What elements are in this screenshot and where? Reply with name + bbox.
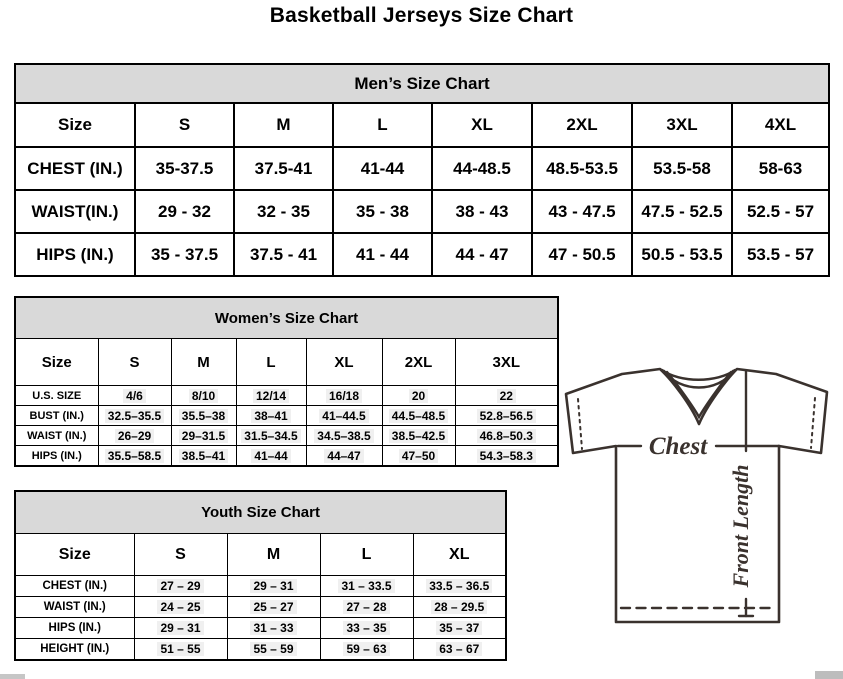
cell-value: 4/6 bbox=[98, 386, 171, 406]
horizontal-scrollbar-fragment-left[interactable] bbox=[0, 674, 25, 679]
cell-value: 50.5 - 53.5 bbox=[632, 233, 732, 276]
womens-column-header-xl: XL bbox=[306, 339, 382, 386]
cell-value: 38 - 43 bbox=[432, 190, 532, 233]
mens-column-header-size: Size bbox=[15, 103, 135, 147]
row-label: CHEST (IN.) bbox=[15, 576, 134, 597]
cell-value: 44-48.5 bbox=[432, 147, 532, 190]
cell-value: 41 - 44 bbox=[333, 233, 432, 276]
row-label: HIPS (IN.) bbox=[15, 233, 135, 276]
row-label: U.S. SIZE bbox=[15, 386, 98, 406]
cell-value: 47.5 - 52.5 bbox=[632, 190, 732, 233]
youth-column-header-s: S bbox=[134, 534, 227, 576]
womens-column-header-2xl: 2XL bbox=[382, 339, 455, 386]
cell-value: 8/10 bbox=[171, 386, 236, 406]
cell-value: 32 - 35 bbox=[234, 190, 333, 233]
cell-value: 47 - 50.5 bbox=[532, 233, 632, 276]
cell-value: 35.5–38 bbox=[171, 406, 236, 426]
cell-value: 53.5-58 bbox=[632, 147, 732, 190]
womens-row-u-s-size bbox=[15, 386, 558, 406]
womens-column-header-m: M bbox=[171, 339, 236, 386]
cell-value: 29 – 31 bbox=[227, 576, 320, 597]
cell-value: 27 – 29 bbox=[134, 576, 227, 597]
cell-value: 41–44.5 bbox=[306, 406, 382, 426]
cell-value: 35-37.5 bbox=[135, 147, 234, 190]
youth-size-table bbox=[14, 490, 507, 661]
row-label: WAIST (IN.) bbox=[15, 597, 134, 618]
mens-row-hips-in bbox=[15, 233, 829, 276]
cell-value: 58-63 bbox=[732, 147, 829, 190]
youth-column-header-xl: XL bbox=[413, 534, 506, 576]
mens-column-header-2xl: 2XL bbox=[532, 103, 632, 147]
row-label: HIPS (IN.) bbox=[15, 446, 98, 467]
jersey-outline bbox=[566, 369, 827, 622]
cell-value: 29–31.5 bbox=[171, 426, 236, 446]
mens-column-header-l: L bbox=[333, 103, 432, 147]
womens-column-header-s: S bbox=[98, 339, 171, 386]
row-label: BUST (IN.) bbox=[15, 406, 98, 426]
cell-value: 35 – 37 bbox=[413, 618, 506, 639]
cell-value: 12/14 bbox=[236, 386, 306, 406]
jersey-measurement-diagram bbox=[556, 358, 843, 679]
mens-column-header-xl: XL bbox=[432, 103, 532, 147]
cell-value: 24 – 25 bbox=[134, 597, 227, 618]
cell-value: 38.5–41 bbox=[171, 446, 236, 467]
row-label: HEIGHT (IN.) bbox=[15, 639, 134, 661]
womens-chart-title: Women’s Size Chart bbox=[15, 297, 558, 339]
cell-value: 31 – 33.5 bbox=[320, 576, 413, 597]
front-length-label: Front Length bbox=[728, 464, 753, 588]
cell-value: 29 - 32 bbox=[135, 190, 234, 233]
cell-value: 35 - 38 bbox=[333, 190, 432, 233]
row-label: CHEST (IN.) bbox=[15, 147, 135, 190]
cell-value: 48.5-53.5 bbox=[532, 147, 632, 190]
scrollbar-fragment-right[interactable] bbox=[815, 671, 843, 679]
womens-column-header-size: Size bbox=[15, 339, 98, 386]
cell-value: 37.5-41 bbox=[234, 147, 333, 190]
cell-value: 22 bbox=[455, 386, 558, 406]
cell-value: 51 – 55 bbox=[134, 639, 227, 661]
mens-column-header-3xl: 3XL bbox=[632, 103, 732, 147]
youth-row-chest-in bbox=[15, 576, 506, 597]
cell-value: 54.3–58.3 bbox=[455, 446, 558, 467]
cell-value: 52.5 - 57 bbox=[732, 190, 829, 233]
mens-column-header-m: M bbox=[234, 103, 333, 147]
youth-column-header-m: M bbox=[227, 534, 320, 576]
cell-value: 59 – 63 bbox=[320, 639, 413, 661]
cell-value: 33 – 35 bbox=[320, 618, 413, 639]
youth-column-header-size: Size bbox=[15, 534, 134, 576]
womens-row-waist-in bbox=[15, 426, 558, 446]
cell-value: 20 bbox=[382, 386, 455, 406]
youth-chart-title: Youth Size Chart bbox=[15, 491, 506, 534]
cell-value: 31.5–34.5 bbox=[236, 426, 306, 446]
cell-value: 38.5–42.5 bbox=[382, 426, 455, 446]
womens-row-hips-in bbox=[15, 446, 558, 467]
chest-label: Chest bbox=[648, 433, 708, 460]
row-label: WAIST (IN.) bbox=[15, 426, 98, 446]
cell-value: 44 - 47 bbox=[432, 233, 532, 276]
cell-value: 29 – 31 bbox=[134, 618, 227, 639]
youth-column-header-l: L bbox=[320, 534, 413, 576]
mens-chart-title: Men’s Size Chart bbox=[15, 64, 829, 103]
cell-value: 16/18 bbox=[306, 386, 382, 406]
womens-row-bust-in bbox=[15, 406, 558, 426]
mens-column-header-s: S bbox=[135, 103, 234, 147]
cell-value: 25 – 27 bbox=[227, 597, 320, 618]
cell-value: 53.5 - 57 bbox=[732, 233, 829, 276]
cell-value: 44–47 bbox=[306, 446, 382, 467]
cell-value: 35 - 37.5 bbox=[135, 233, 234, 276]
youth-row-waist-in bbox=[15, 597, 506, 618]
cell-value: 46.8–50.3 bbox=[455, 426, 558, 446]
cell-value: 26–29 bbox=[98, 426, 171, 446]
row-label: HIPS (IN.) bbox=[15, 618, 134, 639]
cell-value: 41–44 bbox=[236, 446, 306, 467]
mens-row-chest-in bbox=[15, 147, 829, 190]
cell-value: 55 – 59 bbox=[227, 639, 320, 661]
cell-value: 37.5 - 41 bbox=[234, 233, 333, 276]
cell-value: 52.8–56.5 bbox=[455, 406, 558, 426]
cell-value: 33.5 – 36.5 bbox=[413, 576, 506, 597]
cell-value: 47–50 bbox=[382, 446, 455, 467]
womens-size-table bbox=[14, 296, 559, 467]
cell-value: 35.5–58.5 bbox=[98, 446, 171, 467]
cell-value: 44.5–48.5 bbox=[382, 406, 455, 426]
cell-value: 43 - 47.5 bbox=[532, 190, 632, 233]
cell-value: 31 – 33 bbox=[227, 618, 320, 639]
cell-value: 63 – 67 bbox=[413, 639, 506, 661]
mens-size-table bbox=[14, 63, 830, 277]
cell-value: 38–41 bbox=[236, 406, 306, 426]
youth-row-hips-in bbox=[15, 618, 506, 639]
mens-row-waist-in bbox=[15, 190, 829, 233]
womens-column-header-3xl: 3XL bbox=[455, 339, 558, 386]
page-title: Basketball Jerseys Size Chart bbox=[269, 4, 574, 27]
youth-row-height-in bbox=[15, 639, 506, 661]
cell-value: 27 – 28 bbox=[320, 597, 413, 618]
cell-value: 32.5–35.5 bbox=[98, 406, 171, 426]
mens-column-header-4xl: 4XL bbox=[732, 103, 829, 147]
row-label: WAIST(IN.) bbox=[15, 190, 135, 233]
cell-value: 41-44 bbox=[333, 147, 432, 190]
womens-column-header-l: L bbox=[236, 339, 306, 386]
cell-value: 28 – 29.5 bbox=[413, 597, 506, 618]
cell-value: 34.5–38.5 bbox=[306, 426, 382, 446]
